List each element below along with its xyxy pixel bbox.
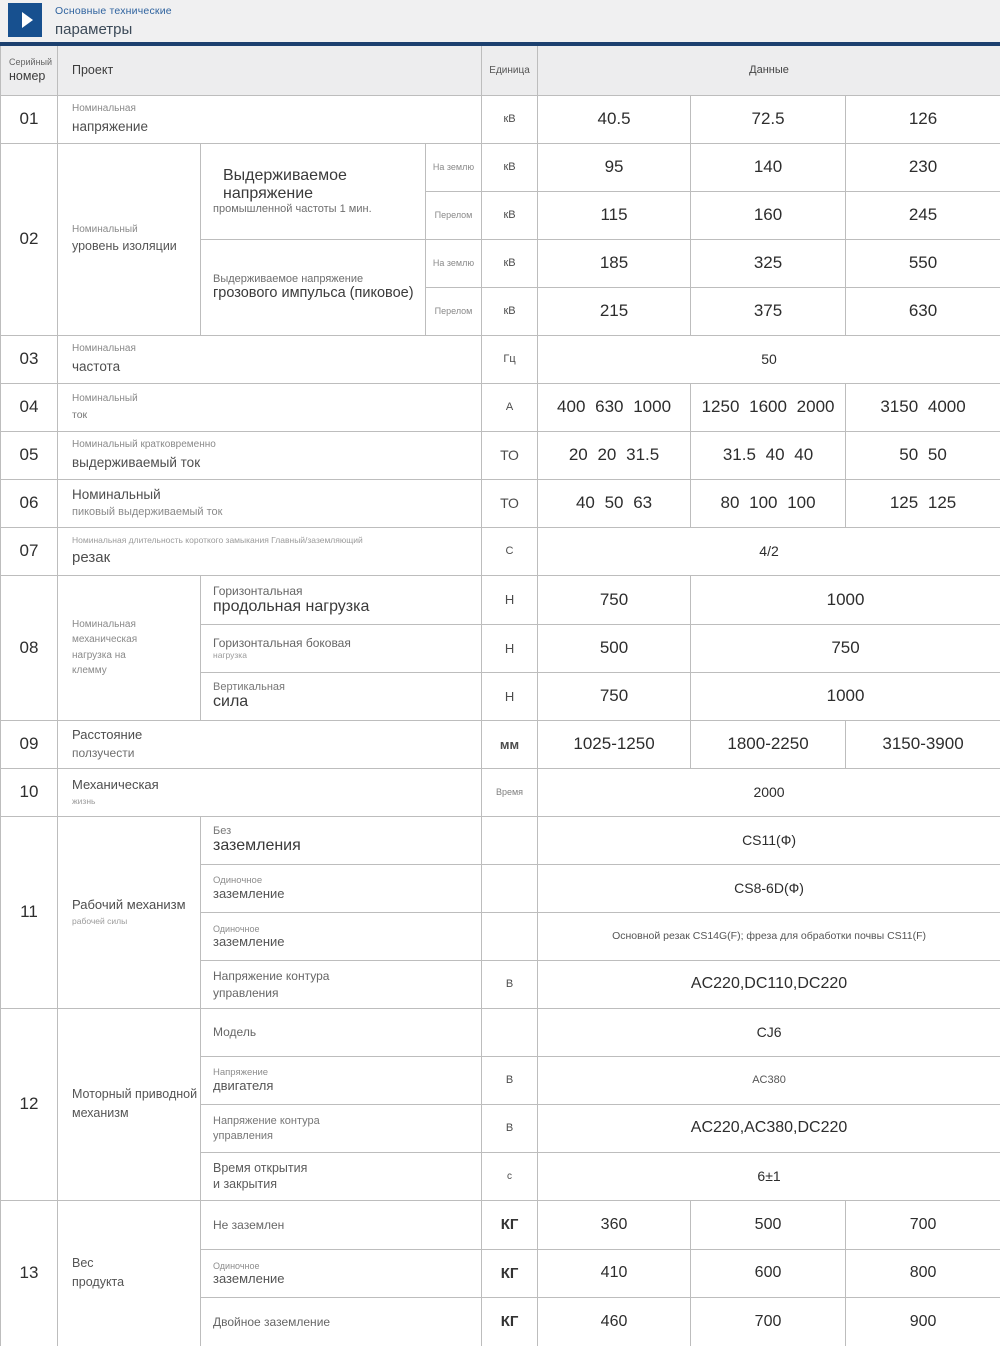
data-cell: 600 bbox=[691, 1249, 846, 1297]
row-label-cell bbox=[58, 816, 201, 1008]
condition-cell: Перелом bbox=[426, 287, 482, 335]
data-cell: 400 630 1000 bbox=[538, 383, 691, 431]
label-line: резак bbox=[72, 548, 111, 566]
sub-label-line: Не заземлен bbox=[213, 1217, 285, 1232]
sub-label-cell bbox=[201, 672, 482, 720]
sub-label-line: Одиночное bbox=[213, 1260, 260, 1271]
label-line: пиковый выдерживаемый ток bbox=[72, 506, 223, 519]
row-label-cell bbox=[58, 720, 482, 768]
unit-cell: кВ bbox=[482, 95, 538, 143]
row-number-cell: 12 bbox=[1, 1008, 58, 1200]
row-label-cell bbox=[58, 383, 482, 431]
data-cell: 550 bbox=[846, 239, 1000, 287]
sub-label-line: Напряжение bbox=[213, 1067, 269, 1078]
data-cell: 700 bbox=[846, 1200, 1000, 1249]
label-line: рабочей силы bbox=[72, 915, 128, 926]
data-cell: 126 bbox=[846, 95, 1000, 143]
data-cell: 500 bbox=[538, 624, 691, 672]
sub-label-line: грозового импульса (пиковое) bbox=[213, 285, 414, 301]
row-number-cell: 04 bbox=[1, 383, 58, 431]
data-cell: AC220,DC110,DC220 bbox=[538, 960, 1000, 1008]
row-number-cell: 03 bbox=[1, 335, 58, 383]
label-line: механизм bbox=[72, 1106, 129, 1120]
sub-label-cell bbox=[201, 1297, 482, 1346]
unit-cell: с bbox=[482, 1152, 538, 1200]
data-cell: 80 100 100 bbox=[691, 479, 846, 527]
sub-label-line: Горизонтальная боковая bbox=[213, 636, 351, 650]
unit-cell bbox=[482, 816, 538, 864]
label-line: напряжение bbox=[72, 118, 148, 134]
sub-label-line: нагрузка bbox=[213, 650, 247, 660]
row-label-cell bbox=[58, 335, 482, 383]
data-cell: CS8-6D(Ф) bbox=[538, 864, 1000, 912]
data-cell: CS11(Ф) bbox=[538, 816, 1000, 864]
header-serial-line2: номер bbox=[9, 69, 46, 84]
data-cell: 115 bbox=[538, 191, 691, 239]
row-number-cell: 06 bbox=[1, 479, 58, 527]
table-header-row bbox=[1, 46, 1000, 95]
row-number-cell: 11 bbox=[1, 816, 58, 1008]
data-cell: 3150-3900 bbox=[846, 720, 1000, 768]
data-cell: 1025-1250 bbox=[538, 720, 691, 768]
data-cell: 6±1 bbox=[538, 1152, 1000, 1200]
label-line: Номинальный bbox=[72, 393, 138, 405]
label-line: Номинальный кратковременно bbox=[72, 439, 216, 451]
sub-label-cell bbox=[201, 912, 482, 960]
page-title bbox=[55, 5, 172, 38]
sub-label-cell bbox=[201, 1056, 482, 1104]
unit-cell: С bbox=[482, 527, 538, 575]
sub-label-line: продольная нагрузка bbox=[213, 597, 370, 615]
label-line: Номинальная длительность короткого замыкания Главный/заземляющий bbox=[72, 534, 363, 545]
data-cell: 630 bbox=[846, 287, 1000, 335]
unit-cell: Время bbox=[482, 768, 538, 816]
data-cell: 1800-2250 bbox=[691, 720, 846, 768]
row-number-cell: 01 bbox=[1, 95, 58, 143]
label-line: уровень изоляции bbox=[72, 239, 177, 254]
unit-cell: КГ bbox=[482, 1200, 538, 1249]
table-row bbox=[1, 720, 1000, 768]
row-number-cell: 13 bbox=[1, 1200, 58, 1346]
label-line: выдерживаемый ток bbox=[72, 454, 201, 470]
unit-cell: В bbox=[482, 1104, 538, 1152]
sub-label-line: Одиночное bbox=[213, 875, 263, 886]
data-cell: 1250 1600 2000 bbox=[691, 383, 846, 431]
label-line: Механическая bbox=[72, 776, 159, 792]
label-line: Номинальная bbox=[72, 618, 136, 630]
table-row bbox=[1, 431, 1000, 479]
sub-label-line: Время открытия bbox=[213, 1161, 308, 1175]
header-cell-unit: Единица bbox=[482, 46, 538, 95]
data-cell: 3150 4000 bbox=[846, 383, 1000, 431]
row-number-cell: 09 bbox=[1, 720, 58, 768]
unit-cell: кВ bbox=[482, 239, 538, 287]
label-line: жизнь bbox=[72, 795, 96, 806]
data-cell: 460 bbox=[538, 1297, 691, 1346]
condition-cell: Перелом bbox=[426, 191, 482, 239]
sub-label-cell bbox=[201, 624, 482, 672]
table-row bbox=[1, 335, 1000, 383]
unit-cell: кВ bbox=[482, 143, 538, 191]
label-line: Рабочий механизм bbox=[72, 896, 186, 912]
data-cell: 40.5 bbox=[538, 95, 691, 143]
label-line: Расстояние bbox=[72, 726, 143, 742]
data-cell: 50 bbox=[538, 335, 1000, 383]
condition-cell: На землю bbox=[426, 239, 482, 287]
unit-cell: А bbox=[482, 383, 538, 431]
label-line: механическая bbox=[72, 634, 138, 645]
row-number-cell: 10 bbox=[1, 768, 58, 816]
table-row bbox=[1, 527, 1000, 575]
label-line: Номинальный bbox=[72, 486, 161, 502]
label-line: нагрузка на bbox=[72, 649, 126, 661]
sub-label-cell bbox=[201, 1008, 482, 1056]
sub-label-line: и закрытия bbox=[213, 1177, 278, 1191]
sub-label-cell bbox=[201, 575, 482, 624]
data-cell: 140 bbox=[691, 143, 846, 191]
data-cell: 95 bbox=[538, 143, 691, 191]
data-cell: 72.5 bbox=[691, 95, 846, 143]
row-label-cell bbox=[58, 431, 482, 479]
data-cell: 2000 bbox=[538, 768, 1000, 816]
sub-label-line: Выдерживаемое напряжение bbox=[223, 167, 347, 202]
row-label-cell bbox=[58, 1200, 201, 1346]
data-cell: 410 bbox=[538, 1249, 691, 1297]
unit-cell: кВ bbox=[482, 191, 538, 239]
condition-cell: На землю bbox=[426, 143, 482, 191]
sub-label-line: управления bbox=[213, 985, 279, 1000]
sub-label-line: сила bbox=[213, 693, 249, 710]
parameters-table bbox=[0, 46, 1000, 1346]
label-line: продукта bbox=[72, 1275, 125, 1289]
sub-label-cell bbox=[201, 239, 426, 335]
data-cell: Основной резак CS14G(F); фреза для обработки почвы CS11(F) bbox=[538, 912, 1000, 960]
label-line: Номинальная bbox=[72, 343, 136, 355]
sub-label-line: Горизонтальная bbox=[213, 583, 303, 598]
unit-cell: Н bbox=[482, 672, 538, 720]
label-line: Номинальный bbox=[72, 223, 138, 235]
data-cell: 40 50 63 bbox=[538, 479, 691, 527]
table-row bbox=[1, 1200, 1000, 1249]
row-label-cell bbox=[58, 479, 482, 527]
sub-label-line: Напряжение контура bbox=[213, 968, 330, 983]
unit-cell: Н bbox=[482, 575, 538, 624]
label-line: клемму bbox=[72, 665, 107, 676]
data-cell: 20 20 31.5 bbox=[538, 431, 691, 479]
table-row bbox=[1, 1008, 1000, 1056]
sub-label-cell bbox=[201, 1249, 482, 1297]
play-icon bbox=[8, 3, 42, 37]
unit-cell: КГ bbox=[482, 1297, 538, 1346]
sub-label-cell bbox=[201, 1104, 482, 1152]
label-line: ток bbox=[72, 408, 88, 421]
table-row bbox=[1, 95, 1000, 143]
unit-cell: В bbox=[482, 1056, 538, 1104]
sub-label-line: заземления bbox=[213, 837, 301, 854]
sub-label-line: заземление bbox=[213, 886, 285, 901]
unit-cell: Гц bbox=[482, 335, 538, 383]
row-number-cell: 05 bbox=[1, 431, 58, 479]
label-line: Номинальная bbox=[72, 103, 136, 115]
data-cell: 325 bbox=[691, 239, 846, 287]
sub-label-line: заземление bbox=[213, 933, 285, 949]
header-cell-data: Данные bbox=[538, 46, 1000, 95]
sub-label-cell bbox=[201, 960, 482, 1008]
data-cell: 245 bbox=[846, 191, 1000, 239]
unit-cell bbox=[482, 864, 538, 912]
data-cell: 800 bbox=[846, 1249, 1000, 1297]
sub-label-line: Вертикальная bbox=[213, 681, 285, 693]
data-cell: AC380 bbox=[538, 1056, 1000, 1104]
sub-label-line: промышленной частоты 1 мин. bbox=[213, 203, 372, 215]
page-header bbox=[0, 0, 1000, 42]
table-row bbox=[1, 768, 1000, 816]
sub-label-cell bbox=[201, 816, 482, 864]
unit-cell: КГ bbox=[482, 1249, 538, 1297]
data-cell: 900 bbox=[846, 1297, 1000, 1346]
data-cell: 185 bbox=[538, 239, 691, 287]
data-cell: 750 bbox=[691, 624, 1000, 672]
sub-label-line: двигателя bbox=[213, 1078, 274, 1093]
unit-cell: кВ bbox=[482, 287, 538, 335]
page-title-line1: Основные технические bbox=[55, 5, 172, 17]
row-label-cell bbox=[58, 143, 201, 335]
data-cell: 215 bbox=[538, 287, 691, 335]
sub-label-line: заземление bbox=[213, 1270, 285, 1286]
table-row bbox=[1, 383, 1000, 431]
data-cell: 160 bbox=[691, 191, 846, 239]
label-line: Вес bbox=[72, 1256, 94, 1271]
unit-cell: ТО bbox=[482, 479, 538, 527]
row-number-cell: 02 bbox=[1, 143, 58, 335]
row-number-cell: 08 bbox=[1, 575, 58, 720]
data-cell: 1000 bbox=[691, 672, 1000, 720]
data-cell: 50 50 bbox=[846, 431, 1000, 479]
data-cell: 700 bbox=[691, 1297, 846, 1346]
label-line: Моторный приводной bbox=[72, 1087, 198, 1102]
unit-cell: Н bbox=[482, 624, 538, 672]
sub-label-line: Выдерживаемое напряжение bbox=[213, 273, 364, 285]
table-row bbox=[1, 575, 1000, 624]
header-serial-line1: Серийный bbox=[9, 57, 53, 68]
data-cell: 31.5 40 40 bbox=[691, 431, 846, 479]
table-row bbox=[1, 143, 1000, 191]
data-cell: AC220,AC380,DC220 bbox=[538, 1104, 1000, 1152]
row-label-cell bbox=[58, 95, 482, 143]
data-cell: 1000 bbox=[691, 575, 1000, 624]
unit-cell: ТО bbox=[482, 431, 538, 479]
sub-label-line: управления bbox=[213, 1129, 273, 1142]
data-cell: 360 bbox=[538, 1200, 691, 1249]
data-cell: 375 bbox=[691, 287, 846, 335]
unit-cell bbox=[482, 1008, 538, 1056]
label-line: ползучести bbox=[72, 746, 135, 761]
page-title-line2: параметры bbox=[55, 21, 133, 38]
table-row bbox=[1, 479, 1000, 527]
row-label-cell bbox=[58, 768, 482, 816]
data-cell: 4/2 bbox=[538, 527, 1000, 575]
header-cell-project: Проект bbox=[58, 46, 482, 95]
sub-label-cell bbox=[201, 1200, 482, 1249]
play-triangle-icon bbox=[22, 12, 33, 28]
row-label-cell bbox=[58, 527, 482, 575]
sub-label-line: Модель bbox=[213, 1025, 257, 1039]
sub-label-cell bbox=[201, 864, 482, 912]
sub-label-cell bbox=[201, 1152, 482, 1200]
header-cell-serial bbox=[1, 46, 58, 95]
label-line: частота bbox=[72, 358, 121, 374]
row-label-cell bbox=[58, 575, 201, 720]
table-row bbox=[1, 816, 1000, 864]
data-cell: 750 bbox=[538, 575, 691, 624]
sub-label-cell bbox=[201, 143, 426, 239]
data-cell: 125 125 bbox=[846, 479, 1000, 527]
unit-cell: мм bbox=[482, 720, 538, 768]
row-number-cell: 07 bbox=[1, 527, 58, 575]
data-cell: 230 bbox=[846, 143, 1000, 191]
sub-label-line: Напряжение контура bbox=[213, 1114, 320, 1127]
sub-label-line: Без bbox=[213, 825, 232, 837]
row-label-cell bbox=[58, 1008, 201, 1200]
data-cell: 500 bbox=[691, 1200, 846, 1249]
unit-cell bbox=[482, 912, 538, 960]
data-cell: 750 bbox=[538, 672, 691, 720]
unit-cell: В bbox=[482, 960, 538, 1008]
sub-label-line: Одиночное bbox=[213, 923, 260, 934]
sub-label-line: Двойное заземление bbox=[213, 1314, 331, 1329]
data-cell: CJ6 bbox=[538, 1008, 1000, 1056]
